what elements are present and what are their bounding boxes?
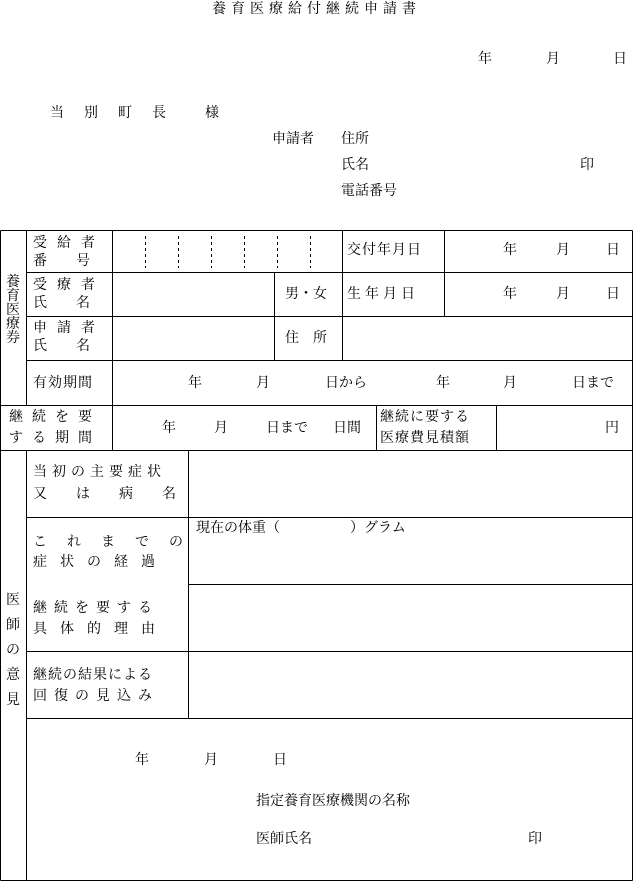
continuation-day-until: 日まで xyxy=(266,420,308,436)
birth-date-label: 生年月日 xyxy=(347,286,419,302)
initial-symptoms-label-line1: 当初の主要症状 xyxy=(33,464,166,480)
issue-date-month: 月 xyxy=(556,242,570,258)
symptom-progress-label-line1: これまでの xyxy=(33,534,203,550)
initial-symptoms-label-line2: 又は病名 xyxy=(33,486,205,502)
estimated-cost-currency: 円 xyxy=(605,420,619,436)
estimated-cost-label-line1: 継続に要する xyxy=(380,409,470,425)
header-month-label: 月 xyxy=(546,51,560,67)
continuation-period-label-line2: する期間 xyxy=(9,430,101,446)
applicant-name-label-line2: 氏名 xyxy=(33,338,119,354)
validity-year-until: 年 xyxy=(436,375,450,391)
applicant-phone-label: 電話番号 xyxy=(341,183,397,199)
recipient-number-label-line2: 番号 xyxy=(33,253,119,269)
birth-date-month: 月 xyxy=(556,286,570,302)
doctor-name-label: 医師氏名 xyxy=(256,831,312,847)
issue-date-day: 日 xyxy=(606,242,620,258)
symptom-progress-label-line2: 症状の経過 xyxy=(33,554,168,570)
doctor-seal: 印 xyxy=(528,831,542,847)
applicant-name-label: 氏名 xyxy=(341,157,369,173)
certificate-side-label: 養育医療券 xyxy=(6,274,20,346)
continuation-reason-label-line2: 具体的理由 xyxy=(33,621,168,637)
validity-month-from: 月 xyxy=(256,375,270,391)
doctor-date-month: 月 xyxy=(204,752,218,768)
continuation-period-label-line1: 継続を要 xyxy=(9,409,101,425)
current-weight-field[interactable]: 現在の体重（ ）グラム xyxy=(196,520,406,536)
recipient-number-label-line1: 受給者 xyxy=(33,235,105,251)
validity-year-from: 年 xyxy=(188,375,202,391)
validity-period-label: 有効期間 xyxy=(33,375,93,391)
continuation-year: 年 xyxy=(162,420,176,436)
addressee-town: 当 別 町 長 xyxy=(50,105,169,121)
estimated-cost-label-line2: 医療費見積額 xyxy=(380,430,470,446)
addressee-honorific: 様 xyxy=(205,105,219,121)
header-day-label: 日 xyxy=(613,51,627,67)
recovery-outlook-label-line2: 回復の見込み xyxy=(33,688,159,704)
birth-date-day: 日 xyxy=(606,286,620,302)
validity-day-until: 日まで xyxy=(572,375,614,391)
patient-name-label-line1: 受療者 xyxy=(33,277,105,293)
medical-institution-label: 指定養育医療機関の名称 xyxy=(256,793,410,809)
applicant-label: 申請者 xyxy=(272,131,314,147)
issue-date-year: 年 xyxy=(503,242,517,258)
document-title: 養育医療給付継続申請書 xyxy=(212,1,421,17)
patient-name-label-line2: 氏名 xyxy=(33,295,119,311)
doctor-date-day: 日 xyxy=(273,752,287,768)
continuation-days: 日間 xyxy=(333,420,361,436)
birth-date-year: 年 xyxy=(503,286,517,302)
sex-selection[interactable]: 男・女 xyxy=(285,286,327,302)
continuation-month: 月 xyxy=(214,420,228,436)
recovery-outlook-label-line1: 継続の結果による xyxy=(33,667,153,683)
validity-day-from: 日から xyxy=(325,375,367,391)
applicant-address-label: 住所 xyxy=(341,131,369,147)
applicant-address-cell-label: 住所 xyxy=(285,330,341,346)
applicant-name-label-line1: 申請者 xyxy=(33,320,105,336)
header-year-label: 年 xyxy=(478,51,492,67)
issue-date-label: 交付年月日 xyxy=(347,242,422,258)
doctor-date-year: 年 xyxy=(135,752,149,768)
applicant-seal: 印 xyxy=(580,157,594,173)
doctor-opinion-side-label: 医師の意見 xyxy=(6,592,20,708)
validity-month-until: 月 xyxy=(503,375,517,391)
continuation-reason-label-line1: 継続を要する xyxy=(33,600,159,616)
